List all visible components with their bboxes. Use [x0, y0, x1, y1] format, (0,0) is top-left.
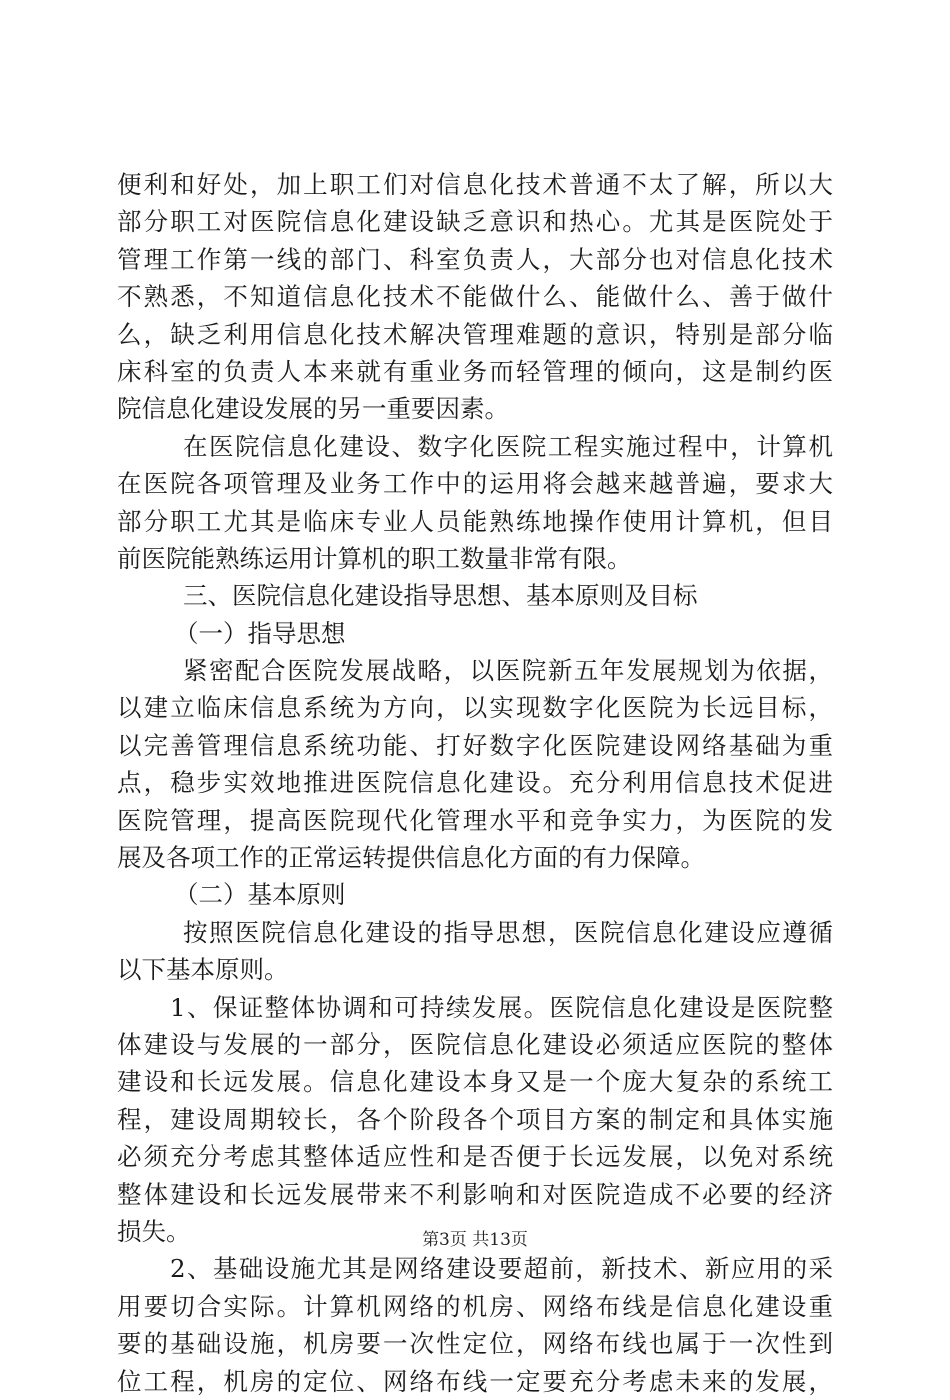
- text-line: 么，缺乏利用信息化技术解决管理难题的意识，特别是部分临: [117, 319, 833, 349]
- text-line: 损失。: [117, 1216, 191, 1246]
- heading-line: （二）基本原则: [174, 880, 346, 910]
- text-line: 以完善管理信息系统功能、打好数字化医院建设网络基础为重: [117, 730, 833, 760]
- heading-line: （一）指导思想: [174, 618, 346, 648]
- text-line: 不熟悉，不知道信息化技术不能做什么、能做什么、善于做什: [117, 282, 833, 312]
- text-line: 管理工作第一线的部门、科室负责人，大部分也对信息化技术: [117, 244, 833, 274]
- text-line: 床科室的负责人本来就有重业务而轻管理的倾向，这是制约医: [117, 356, 833, 386]
- text-line: 建设和长远发展。信息化建设本身又是一个庞大复杂的系统工: [117, 1067, 833, 1097]
- subsection-heading-guiding-thought: [117, 615, 833, 652]
- section-heading-3: [117, 577, 833, 614]
- paragraph-3: [117, 652, 833, 876]
- document-body: [117, 166, 833, 1400]
- text-line: 部分职工尤其是临床专业人员能熟练地操作使用计算机，但目: [117, 506, 833, 536]
- text-line: 部分职工对医院信息化建设缺乏意识和热心。尤其是医院处于: [117, 207, 833, 237]
- paragraph-5: [117, 989, 833, 1251]
- text-line: 展及各项工作的正常运转提供信息化方面的有力保障。: [117, 843, 705, 873]
- paragraph-6: [117, 1250, 833, 1400]
- text-line: 1、保证整体协调和可持续发展。医院信息化建设是医院整: [170, 992, 833, 1022]
- text-line: 体建设与发展的一部分，医院信息化建设必须适应医院的整体: [117, 1029, 833, 1059]
- subsection-heading-basic-principles: [117, 876, 833, 913]
- text-line: 点，稳步实效地推进医院信息化建设。充分利用信息技术促进: [117, 768, 833, 798]
- text-line: 按照医院信息化建设的指导思想，医院信息化建设应遵循: [183, 917, 833, 947]
- paragraph-2: [117, 428, 833, 578]
- paragraph-1: [117, 166, 833, 428]
- text-line: 必须充分考虑其整体适应性和是否便于长远发展，以免对系统: [117, 1142, 833, 1172]
- paragraph-4: [117, 914, 833, 989]
- text-line: 程，建设周期较长，各个阶段各个项目方案的制定和具体实施: [117, 1104, 833, 1134]
- page-footer: [0, 1228, 950, 1252]
- text-line: 紧密配合医院发展战略，以医院新五年发展规划为依据，: [183, 656, 833, 686]
- page-number-label: 第3页 共13页: [422, 1230, 528, 1250]
- text-line: 便利和好处，加上职工们对信息化技术普通不太了解，所以大: [117, 170, 833, 199]
- text-line: 在医院各项管理及业务工作中的运用将会越来越普遍，要求大: [117, 469, 833, 499]
- text-line: 整体建设和长远发展带来不利影响和对医院造成不必要的经济: [117, 1179, 833, 1209]
- text-line: 用要切合实际。计算机网络的机房、网络布线是信息化建设重: [117, 1291, 833, 1321]
- text-line: 院信息化建设发展的另一重要因素。: [117, 394, 509, 424]
- heading-line: 三、医院信息化建设指导思想、基本原则及目标: [183, 581, 698, 611]
- text-line: 医院管理，提高医院现代化管理水平和竞争实力，为医院的发: [117, 805, 833, 835]
- text-line: 位工程，机房的定位、网络布线一定要充分考虑未来的发展，: [117, 1366, 833, 1396]
- text-line: 前医院能熟练运用计算机的职工数量非常有限。: [117, 543, 632, 573]
- text-line: 2、基础设施尤其是网络建设要超前，新技术、新应用的采: [170, 1254, 833, 1284]
- text-line: 以下基本原则。: [117, 955, 289, 985]
- text-line: 在医院信息化建设、数字化医院工程实施过程中，计算机: [183, 431, 833, 461]
- text-line: 要的基础设施，机房要一次性定位，网络布线也属于一次性到: [117, 1329, 833, 1359]
- text-line: 以建立临床信息系统为方向，以实现数字化医院为长远目标，: [117, 693, 833, 723]
